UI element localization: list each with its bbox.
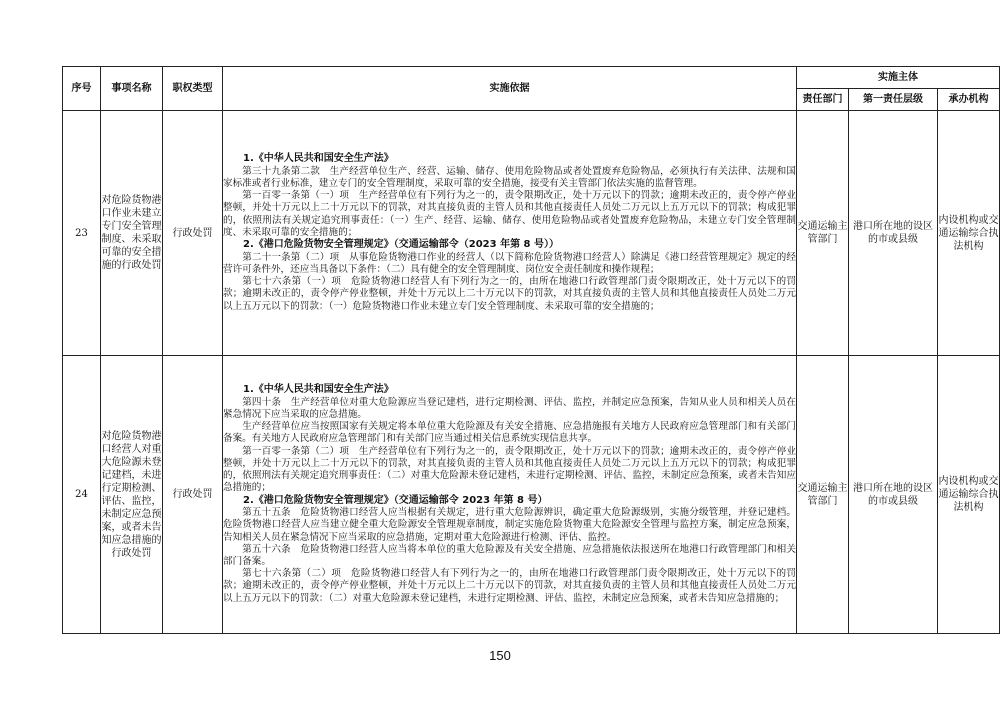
row-basis (223, 356, 797, 634)
row-dept: 交通运输主管部门 (797, 356, 849, 634)
header-dept: 责任部门 (797, 89, 849, 111)
basis-paragraph: 第七十六条第（一）项 危险货物港口经营人有下列行为之一的，由所在地港口行政管理部门责令限期改正，处十万元以下的罚款；逾期未改正的，责令停产停业整顿，并处十万元以上二十万元以下的罚款，对其直接负责的主管人员和其他直接责任人员处二万元以上五万元以下的罚款：（一）危险货物港口作业未建立专门安全管理制度、未采取可靠的安全措施的； (223, 276, 796, 312)
row-level: 港口所在地的设区的市或县级 (849, 356, 938, 634)
row-level: 港口所在地的设区的市或县级 (849, 111, 938, 356)
header-seq: 序号 (63, 67, 101, 111)
basis-paragraph: 生产经营单位应当按照国家有关规定将本单位重大危险源及有关安全措施、应急措施报有关地方人民政府应急管理部门和有关部门备案。有关地方人民政府应急管理部门和有关部门应当通过相关信息系统实现信息共享。 (223, 421, 796, 445)
header-item-name: 事项名称 (101, 67, 163, 111)
basis-paragraph: 第四十条 生产经营单位对重大危险源应当登记建档，进行定期检测、评估、监控，并制定应急预案，告知从业人员和相关人员在紧急情况下应当采取的应急措施。 (223, 396, 796, 421)
header-basis: 实施依据 (223, 67, 797, 111)
basis-law-title: 1.《中华人民共和国安全生产法》 (243, 384, 394, 396)
header-org: 承办机构 (938, 89, 1000, 111)
page-number: 150 (489, 648, 511, 663)
table-row (63, 356, 1000, 634)
row-dept: 交通运输主管部门 (797, 111, 849, 356)
basis-paragraph: 第一百零一条第（一）项 生产经营单位有下列行为之一的，责令限期改正，处十万元以下的罚款；逾期未改正的，责令停产停业整顿，并处十万元以上二十万元以下的罚款，对其直接负责的主管人员和其他直接责任人员处二万元以上五万元以下的罚款；构成犯罪的，依照刑法有关规定追究刑事责任：（一）生产、经营、运输、储存、使用危险物品或者处置废弃危险物品，未建立专门安全管理制度、未采取可靠的安全措施的； (223, 190, 796, 238)
basis-paragraph: 第五十六条 危险货物港口经营人应当将本单位的重大危险源及有关安全措施、应急措施依法报送所在地港口行政管理部门和相关部门备案。 (223, 543, 796, 567)
header-power-type: 职权类型 (163, 67, 223, 111)
row-basis (223, 111, 797, 356)
row-seq: 23 (63, 111, 101, 356)
row-power-type: 行政处罚 (163, 111, 223, 356)
basis-paragraph: 第七十六条第（二）项 危险货物港口经营人有下列行为之一的，由所在地港口行政管理部门责令限期改正，处十万元以下的罚款；逾期未改正的，责令停产停业整顿，并处十万元以上二十万元以下的罚款，对其直接负责的主管人员和其他直接责任人员处二万元以上五万元以下的罚款：（二）对重大危险源未登记建档，未进行定期检测、评估、监控，未制定应急预案，或者未告知应急措施的； (223, 568, 796, 604)
row-org: 内设机构或交通运输综合执法机构 (938, 356, 1000, 634)
header-subject: 实施主体 (797, 67, 1000, 89)
enforcement-table (62, 66, 1000, 634)
row-seq: 24 (63, 356, 101, 634)
row-power-type: 行政处罚 (163, 356, 223, 634)
basis-law-title: 2.《港口危险货物安全管理规定》（交通运输部令（2023 年第 8 号）） (243, 239, 559, 251)
basis-paragraph: 第二十一条第（二）项 从事危险货物港口作业的经营人（以下简称危险货物港口经营人）除满足《港口经营管理规定》规定的经营许可条件外，还应当具备以下条件：（二）具有健全的安全管理制度、岗位安全责任制度和操作规程； (223, 251, 796, 275)
header-level: 第一责任层级 (849, 89, 938, 111)
basis-paragraph: 第一百零一条第（二）项 生产经营单位有下列行为之一的，责令限期改正，处十万元以下的罚款；逾期未改正的，责令停产停业整顿，并处十万元以上二十万元以下的罚款，对其直接负责的主管人员和其他直接责任人员处二万元以上五万元以下的罚款；构成犯罪的，依照刑法有关规定追究刑事责任：（二）对重大危险源未登记建档，未进行定期检测、评估、监控，未制定应急预案，或者未告知应急措施的； (223, 445, 796, 494)
row-item-name: 对危险货物港口作业未建立专门安全管理制度、未采取可靠的安全措施的行政处罚 (101, 111, 163, 356)
row-item-name: 对危险货物港口经营人对重大危险源未登记建档，未进行定期检测、评估、监控，未制定应急预案，或者未告知应急措施的行政处罚 (101, 356, 163, 634)
basis-paragraph: 第三十九条第二款 生产经营单位生产、经营、运输、储存、使用危险物品或者处置废弃危险物品，必须执行有关法律、法规和国家标准或者行业标准，建立专门的安全管理制度，采取可靠的安全措施，接受有关主管部门依法实施的监督管理。 (223, 165, 796, 190)
basis-law-title: 2.《港口危险货物安全管理规定》（交通运输部令 2023 年第 8 号） (243, 494, 548, 506)
basis-paragraph: 第五十五条 危险货物港口经营人应当根据有关规定，进行重大危险源辨识，确定重大危险源级别，实施分级管理，并登记建档。危险货物港口经营人应当建立健全重大危险源安全管理规章制度，制定实施危险货物重大危险源安全管理与监控方案，制定应急预案，告知相关人员在紧急情况下应当采取的应急措施，定期对重大危险源进行检测、评估、监控。 (223, 507, 796, 543)
row-org: 内设机构或交通运输综合执法机构 (938, 111, 1000, 356)
basis-law-title: 1.《中华人民共和国安全生产法》 (243, 153, 394, 165)
table-row (63, 111, 1000, 356)
